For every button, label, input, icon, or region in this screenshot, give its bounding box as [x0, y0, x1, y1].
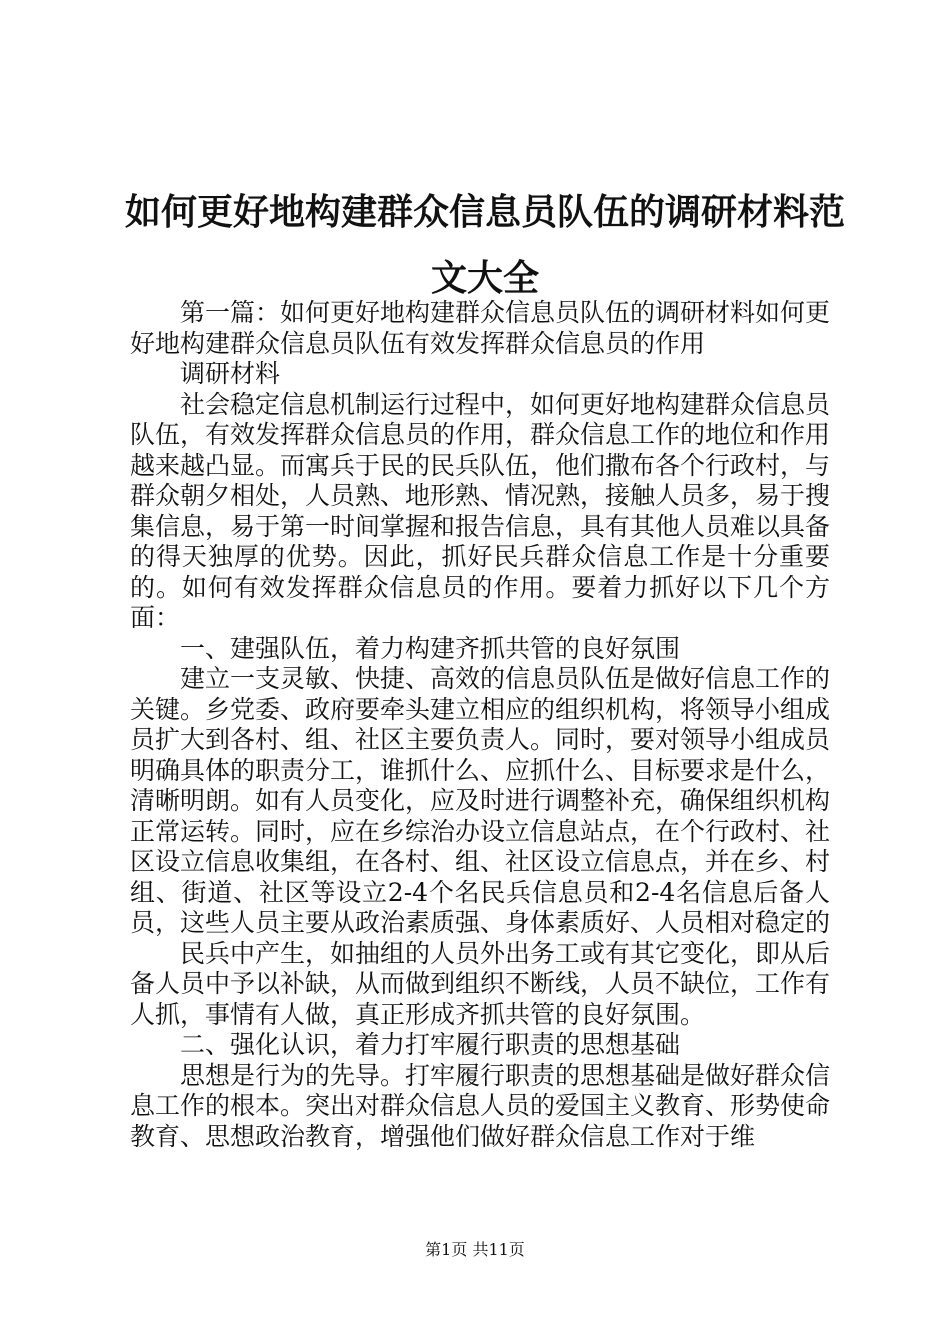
paragraph-intro: 第一篇：如何更好地构建群众信息员队伍的调研材料如何更好地构建群众信息员队伍有效发挥群众信息员的作用: [130, 298, 831, 358]
paragraph-subtitle: 调研材料: [180, 359, 281, 388]
paragraph-section-2: 思想是行为的先导。打牢履行职责的思想基础是做好群众信息工作的根本。突出对群众信息人员的爱国主义教育、形势使命教育、思想政治教育，增强他们做好群众信息工作对于维: [130, 1060, 831, 1151]
paragraph-section-1: 建立一支灵敏、快捷、高效的信息员队伍是做好信息工作的关键。乡党委、政府要牵头建立相应的组织机构，将领导小组成员扩大到各村、组、社区主要负责人。同时，要对领导小组成员明确具体的职责分工，谁抓什么、应抓什么、目标要求是什么，清晰明朗。如有人员变化，应及时进行调整补充，确保组织机构正常运转。同时，应在乡综治办设立信息站点，在个行政村、社区设立信息收集组，在各村、组、社区设立信息点，并在乡、村组、街道、社区等设立2-4个名民兵信息员和2-4名信息后备人员，这些人员主要从政治素质强、身体素质好、人员相对稳定的: [130, 664, 831, 937]
page-footer: 第1页 共11页: [425, 1240, 525, 1259]
section-heading-2: 二、强化认识，着力打牢履行职责的思想基础: [180, 1030, 681, 1059]
paragraph-overview: 社会稳定信息机制运行过程中，如何更好地构建群众信息员队伍，有效发挥群众信息员的作用，群众信息工作的地位和作用越来越凸显。而寓兵于民的民兵队伍，他们撒布各个行政村，与群众朝夕相处，人员熟、地形熟、情况熟，接触人员多，易于搜集信息，易于第一时间掌握和报告信息，具有其他人员难以具备的得天独厚的优势。因此，抓好民兵群众信息工作是十分重要的。如何有效发挥群众信息员的作用。要着力抓好以下几个方面：: [130, 389, 831, 632]
section-heading-1: 一、建强队伍，着力构建齐抓共管的良好氛围: [180, 633, 681, 663]
paragraph-section-1-cont: 民兵中产生，如抽组的人员外出务工或有其它变化，即从后备人员中予以补缺，从而做到组织不断线，人员不缺位，工作有人抓，事情有人做，真正形成齐抓共管的良好氛围。: [130, 938, 831, 1029]
document-body: [130, 298, 830, 1152]
document-title: 如何更好地构建群众信息员队伍的调研材料范文大全: [124, 192, 845, 299]
